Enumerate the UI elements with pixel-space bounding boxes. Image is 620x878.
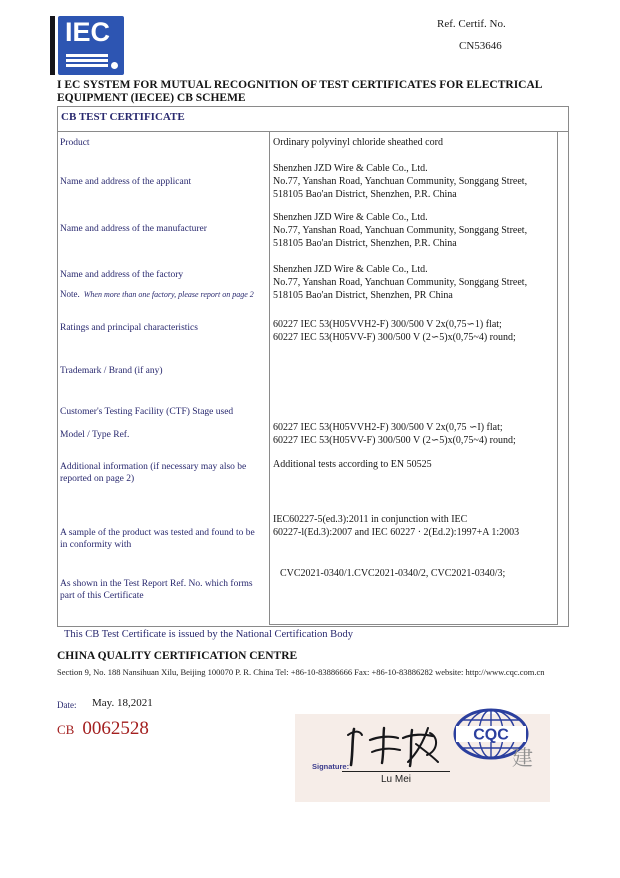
ref-certif-label: Ref. Certif. No. bbox=[437, 18, 506, 30]
value-additional-info: Additional tests according to EN 50525 bbox=[273, 459, 432, 470]
label-model-type: Model / Type Ref. bbox=[60, 430, 130, 440]
cb-certificate-number bbox=[57, 718, 149, 740]
signature-line bbox=[342, 771, 450, 772]
label-test-report: As shown in the Test Report Ref. No. which forms part of this Certificate bbox=[60, 579, 253, 601]
label-factory: Name and address of the factory bbox=[60, 270, 184, 280]
label-manufacturer: Name and address of the manufacturer bbox=[60, 224, 207, 234]
value-line: 518105 Bao'an District, Shenzhen, P.R. China bbox=[273, 189, 457, 200]
ncb-name: CHINA QUALITY CERTIFICATION CENTRE bbox=[57, 650, 298, 662]
date-label: Date: bbox=[57, 700, 77, 710]
cqc-logo-text: CQC bbox=[473, 726, 509, 744]
value-line: 60227 IEC 53(H05VV-F) 300/500 V (2∽5)x(0,75~4) round; bbox=[273, 435, 516, 446]
label-conformity: A sample of the product was tested and found to be in conformity with bbox=[60, 528, 255, 550]
value-ratings bbox=[273, 318, 554, 344]
value-conformity bbox=[273, 513, 554, 539]
iec-logo-dot bbox=[111, 62, 118, 69]
iec-logo-spine bbox=[50, 16, 55, 75]
cb-number: 0062528 bbox=[82, 718, 149, 739]
label-ratings: Ratings and principal characteristics bbox=[60, 323, 198, 333]
stamp-character: 建 bbox=[512, 746, 533, 770]
value-line: Shenzhen JZD Wire & Cable Co., Ltd. bbox=[273, 264, 428, 275]
iec-logo-box bbox=[58, 16, 124, 75]
cb-prefix: CB bbox=[57, 722, 75, 737]
label-product: Product bbox=[60, 138, 90, 148]
certificate-title: CB TEST CERTIFICATE bbox=[61, 111, 185, 123]
value-line: 60227 IEC 53(H05VV-F) 300/500 V (2∽5)x(0,75~4) round; bbox=[273, 332, 516, 343]
scheme-title: I EC SYSTEM FOR MUTUAL RECOGNITION OF TEST CERTIFICATES FOR ELECTRICAL EQUIPMENT (IECEE) CB SCHEME bbox=[57, 79, 542, 104]
iec-logo-icon bbox=[50, 16, 124, 75]
label-applicant: Name and address of the applicant bbox=[60, 177, 192, 187]
value-line: Shenzhen JZD Wire & Cable Co., Ltd. bbox=[273, 212, 428, 223]
value-applicant bbox=[273, 162, 554, 201]
value-line: No.77, Yanshan Road, Yanchuan Community, Songgang Street, bbox=[273, 176, 528, 187]
ncb-address: Section 9, No. 188 Nansihuan Xilu, Beijing 100070 P. R. China Tel: +86-10-83886666 Fax: +86-10-83886282 website: http://www.cqc.com.cn bbox=[57, 667, 545, 677]
iec-logo-line bbox=[66, 54, 108, 57]
value-line: 518105 Bao'an District, Shenzhen, PR China bbox=[273, 290, 453, 301]
value-factory bbox=[273, 263, 554, 302]
value-product: Ordinary polyvinyl chloride sheathed cord bbox=[273, 137, 443, 148]
label-additional-info: Additional information (if necessary may also be reported on page 2) bbox=[60, 462, 247, 484]
date-value: May. 18,2021 bbox=[92, 697, 153, 709]
value-manufacturer bbox=[273, 211, 554, 250]
values-box bbox=[269, 131, 558, 625]
factory-note-text: When more than one factory, please report on page 2 bbox=[83, 290, 254, 299]
value-line: Shenzhen JZD Wire & Cable Co., Ltd. bbox=[273, 163, 428, 174]
factory-note bbox=[60, 284, 268, 302]
value-test-report: CVC2021-0340/1.CVC2021-0340/2, CVC2021-0340/3; bbox=[280, 568, 506, 579]
value-line: No.77, Yanshan Road, Yanchuan Community, Songgang Street, bbox=[273, 225, 528, 236]
value-line: 60227 IEC 53(H05VVH2-F) 300/500 V 2x(0,75 ∽I) flat; bbox=[273, 422, 503, 433]
value-line: No.77, Yanshan Road, Yanchuan Community, Songgang Street, bbox=[273, 277, 528, 288]
signature-name: Lu Mei bbox=[380, 774, 411, 785]
iec-logo-text: IEC bbox=[65, 17, 111, 47]
issued-by-statement: This CB Test Certificate is issued by the National Certification Body bbox=[64, 629, 353, 640]
ref-certif-value: CN53646 bbox=[459, 40, 502, 52]
value-model-type bbox=[273, 421, 554, 447]
value-line: IEC60227-5(ed.3):2011 in conjunction with IEC bbox=[273, 514, 468, 525]
label-trademark: Trademark / Brand (if any) bbox=[60, 366, 163, 376]
signature-handwriting-icon bbox=[340, 722, 450, 770]
signature-label: Signature: bbox=[312, 762, 350, 771]
label-ctf-stage: Customer's Testing Facility (CTF) Stage used bbox=[60, 407, 234, 417]
value-line: 518105 Bao'an District, Shenzhen, P.R. China bbox=[273, 238, 457, 249]
iec-logo-line bbox=[66, 59, 108, 62]
factory-note-prefix: Note. bbox=[60, 289, 80, 299]
certificate-title-row bbox=[58, 107, 568, 132]
iec-logo-line bbox=[66, 64, 108, 67]
value-line: 60227-l(Ed.3):2007 and IEC 60227 · 2(Ed.2):1997+A 1:2003 bbox=[273, 527, 520, 538]
value-line: 60227 IEC 53(H05VVH2-F) 300/500 V 2x(0,75∽1) flat; bbox=[273, 319, 502, 330]
